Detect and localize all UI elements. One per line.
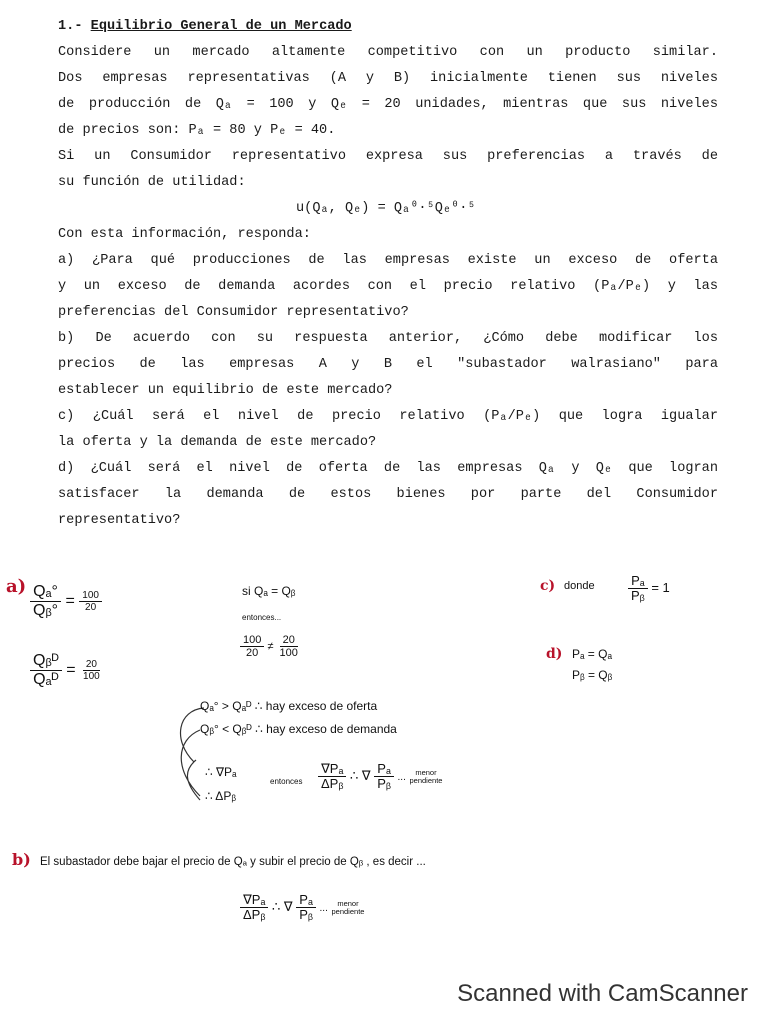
fraction-numerator: ∇Pₐ	[318, 762, 346, 777]
fraction-numerator: 100	[240, 634, 264, 647]
title-number: 1.-	[58, 19, 83, 34]
then-label: entonces	[270, 777, 303, 786]
answer-a-then: entonces...	[242, 613, 282, 622]
scanner-watermark: Scanned with CamScanner	[457, 980, 748, 1007]
question-a: preferencias del Consumidor representativo?	[58, 305, 409, 320]
note-smaller: menor	[337, 899, 359, 909]
fraction-denominator: ΔPᵦ	[243, 907, 266, 923]
answer-a-label: a)	[6, 576, 27, 597]
fraction-numerator: Pₐ	[296, 893, 316, 908]
answer-a-condition: si Qₐ = Qᵦ	[242, 584, 296, 598]
ellipsis: ...	[397, 772, 406, 784]
answer-b-label: b)	[12, 850, 31, 869]
price-b-up: ∴ ΔPᵦ	[205, 789, 236, 803]
fraction-denominator: Qₐᴰ	[33, 670, 59, 688]
equals-one: = 1	[651, 580, 670, 596]
answer-d-label: d)	[546, 646, 563, 662]
answer-b-text: El subastador debe bajar el precio de Qₐ y subir el precio de Qᵦ , es decir ...	[40, 856, 426, 868]
utility-formula: u(Qₐ, Qₑ) = Qₐ⁰·⁵Qₑ⁰·⁵	[296, 201, 476, 216]
fraction-numerator: Pₐ	[628, 574, 648, 589]
question-b: establecer un equilibrio de este mercado?	[58, 383, 393, 398]
question-a: a) ¿Para qué producciones de las empresas existe un exceso de oferta	[58, 253, 718, 268]
note-slope: pendiente	[331, 906, 365, 916]
connector-brace-icon	[170, 700, 210, 810]
question-c: c) ¿Cuál será el nivel de precio relativo (Pₐ/Pₑ) que logra igualar	[58, 409, 718, 424]
text-line: Si un Consumidor representativo expresa sus preferencias a través de	[58, 149, 718, 164]
not-equal-sign: ≠	[267, 640, 274, 653]
fraction-denominator: 100	[279, 647, 298, 660]
text-line: de precios son: Pₐ = 80 y Pₑ = 40.	[58, 123, 336, 138]
problem-statement	[58, 14, 718, 534]
fraction-denominator: Pᵦ	[377, 776, 391, 792]
relative-price-result	[318, 762, 442, 792]
fraction-numerator: Pₐ	[374, 762, 394, 777]
excess-demand-line: Qᵦ° < Qᵦᴰ ∴ hay exceso de demanda	[200, 722, 397, 736]
question-d: satisfacer la demanda de estos bienes por parte del Consumidor	[58, 487, 718, 502]
question-c: la oferta y la demanda de este mercado?	[58, 435, 377, 450]
title-text: Equilibrio General de un Mercado	[90, 19, 352, 34]
answer-d-line2: Pᵦ = Qᵦ	[572, 668, 613, 682]
fraction-denominator: 100	[83, 670, 100, 682]
fraction-denominator: ΔPᵦ	[321, 776, 344, 792]
question-d: d) ¿Cuál será el nivel de oferta de las empresas Qₐ y Qₑ que logran	[58, 461, 718, 476]
note-slope: pendiente	[409, 775, 443, 785]
fraction-numerator: 20	[280, 634, 298, 647]
fraction-denominator: Pᵦ	[631, 588, 645, 604]
answer-c-label: c)	[540, 578, 556, 594]
text-line: Con esta información, responda:	[58, 227, 311, 242]
answer-c-equation	[628, 574, 670, 604]
fraction-numerator: Qₐ°	[30, 583, 61, 602]
note-smaller: menor	[415, 768, 437, 778]
question-b: precios de las empresas A y B el "subastador walrasiano" para	[58, 357, 718, 372]
question-a: y un exceso de demanda acordes con el precio relativo (Pₐ/Pₑ) y las	[58, 279, 718, 294]
fraction-denominator: 20	[246, 647, 259, 660]
fraction-numerator: ∇Pₐ	[240, 893, 268, 908]
problem-title	[58, 14, 718, 40]
price-a-down: ∴ ∇Pₐ	[205, 765, 237, 779]
fraction-denominator: Pᵦ	[299, 907, 313, 923]
question-b: b) De acuerdo con su respuesta anterior, ¿Cómo debe modificar los	[58, 331, 718, 346]
fraction-numerator: Qᵦᴰ	[30, 652, 62, 671]
answer-a-comparison	[240, 634, 301, 659]
text-line: Dos empresas representativas (A y B) inicialmente tienen sus niveles	[58, 71, 718, 86]
fraction-numerator: 100	[79, 590, 102, 602]
fraction-denominator: Qᵦ°	[33, 601, 59, 619]
answer-d-line1: Pₐ = Qₐ	[572, 647, 612, 661]
text-line: Considere un mercado altamente competitivo con un producto similar.	[58, 45, 718, 60]
therefore-symbol: ∴ ∇	[350, 768, 371, 784]
fraction-denominator: 20	[85, 601, 97, 613]
answer-b-result	[240, 893, 364, 923]
answer-c-text: donde	[564, 580, 595, 592]
equals-sign: =	[65, 592, 75, 610]
answer-a-ratio-demand	[30, 652, 103, 688]
equals-sign: =	[66, 661, 76, 679]
text-line: su función de utilidad:	[58, 175, 246, 190]
answer-a-ratio-supply	[30, 583, 102, 619]
excess-supply-line: Qₐ° > Qₐᴰ ∴ hay exceso de oferta	[200, 699, 378, 713]
text-line: de producción de Qₐ = 100 y Qₑ = 20 unidades, mientras que sus niveles	[58, 97, 718, 112]
fraction-numerator: 20	[83, 659, 100, 671]
question-d: representativo?	[58, 513, 181, 528]
ellipsis: ...	[319, 903, 328, 915]
therefore-symbol: ∴ ∇	[272, 899, 293, 915]
